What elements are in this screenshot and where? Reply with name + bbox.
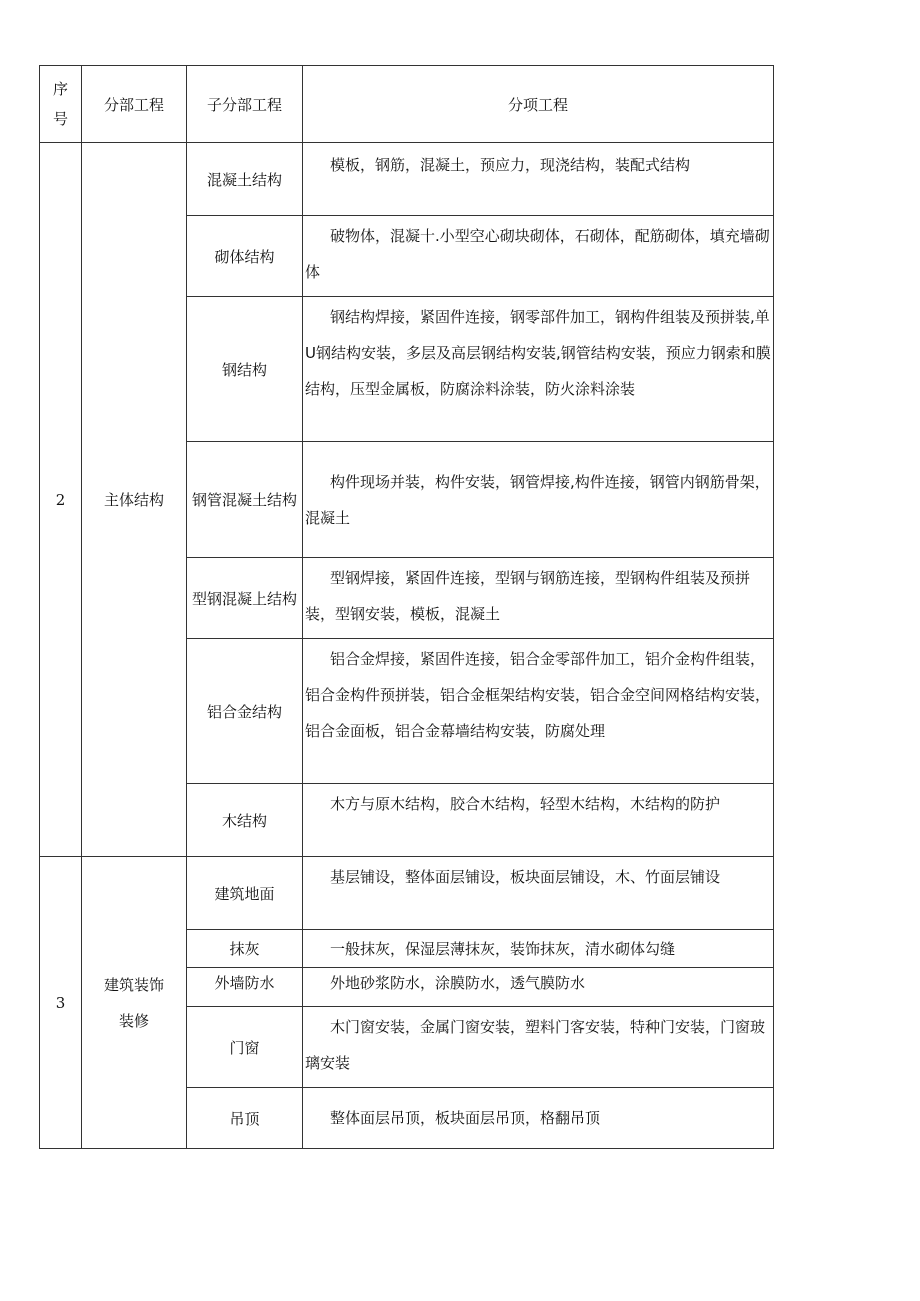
items-cell: 木方与原木结构，胶合木结构，轻型木结构，木结构的防护 — [303, 784, 774, 857]
header-seq-line1: 序 — [52, 80, 68, 98]
subdivision-label: 钢管混凝土结构 — [191, 491, 297, 509]
subdivision-cell — [187, 216, 303, 297]
items-cell: 基层铺设，整体面层铺设，板块面层铺设，木、竹面层铺设 — [303, 857, 774, 930]
items-cell: 模板，钢筋，混凝土，预应力，现浇结构，装配式结构 — [303, 143, 774, 216]
work-breakdown-table — [39, 65, 774, 1149]
items-cell: 构件现场并装，构件安装，钢管焊接,构件连接，钢管内钢筋骨架，混凝土 — [303, 442, 774, 558]
items-cell: 钢结构焊接，紧固件连接，钢零部件加工，钢构件组装及预拼装,单U钢结构安装，多层及高层钢结构安装,钢管结构安装，预应力钢索和膜结构，压型金属板，防腐涂料涂装，防火涂料涂装 — [303, 297, 774, 442]
subdivision-cell — [187, 784, 303, 857]
seq-cell: 3 — [40, 857, 82, 1149]
items-cell: 木门窗安装，金属门窗安装，塑料门客安装，特种门安装，门窗玻璃安装 — [303, 1007, 774, 1088]
subdivision-cell — [187, 857, 303, 930]
seq-cell: 2 — [40, 143, 82, 857]
subdivision-cell — [187, 930, 303, 968]
subdivision-label: 钢结构 — [221, 360, 267, 379]
items-cell: 一般抹灰，保湿层薄抹灰，装饰抹灰，清水砌体勾缝 — [303, 930, 774, 968]
table-row — [40, 143, 774, 216]
subdivision-label: 门窗 — [229, 1038, 260, 1057]
subdivision-cell — [187, 297, 303, 442]
subdivision-label: 抹灰 — [229, 940, 260, 958]
header-seq — [40, 66, 82, 143]
subdivision-label: 混凝土结构 — [206, 170, 282, 189]
items-cell: 型钢焊接，紧固件连接，型钢与钢筋连接，型钢构件组装及预拼装，型钢安装，模板，混凝土 — [303, 558, 774, 639]
subdivision-cell — [187, 442, 303, 558]
table-row — [40, 857, 774, 930]
header-subdivision: 子分部工程 — [187, 66, 303, 143]
division-label-line1: 建筑装饰 — [103, 975, 164, 994]
subdivision-cell — [187, 143, 303, 216]
subdivision-label: 吊顶 — [229, 1109, 260, 1128]
subdivision-cell — [187, 639, 303, 784]
header-division: 分部工程 — [82, 66, 187, 143]
division-cell — [82, 857, 187, 1149]
division-label-line2: 装修 — [118, 1011, 149, 1030]
subdivision-cell — [187, 968, 303, 1007]
items-cell: 整体面层吊顶，板块面层吊顶，格翻吊顶 — [303, 1088, 774, 1149]
subdivision-label: 建筑地面 — [214, 884, 275, 903]
header-row — [40, 66, 774, 143]
header-items: 分项工程 — [303, 66, 774, 143]
subdivision-label: 铝合金结构 — [206, 702, 282, 721]
subdivision-cell — [187, 558, 303, 639]
subdivision-cell — [187, 1088, 303, 1149]
items-cell: 外地砂浆防水，涂膜防水，透气膜防水 — [303, 968, 774, 1007]
subdivision-label: 型钢混凝上结构 — [191, 589, 297, 608]
items-cell: 铝合金焊接，紧固件连接，铝合金零部件加工，铝介金构件组装，铝合金构件预拼装，铝合金框架结构安装，铝合金空间网格结构安装，铝合金面板，铝合金幕墙结构安装，防腐处理 — [303, 639, 774, 784]
items-cell: 破物体，混凝十.小型空心砌块砌体，石砌体，配筋砌体，填充墙砌体 — [303, 216, 774, 297]
subdivision-label: 木结构 — [221, 811, 267, 830]
subdivision-cell — [187, 1007, 303, 1088]
subdivision-label: 外墙防水 — [214, 974, 275, 992]
division-cell: 主体结构 — [82, 143, 187, 857]
subdivision-label: 砌体结构 — [214, 247, 275, 266]
header-seq-line2: 号 — [52, 110, 68, 128]
